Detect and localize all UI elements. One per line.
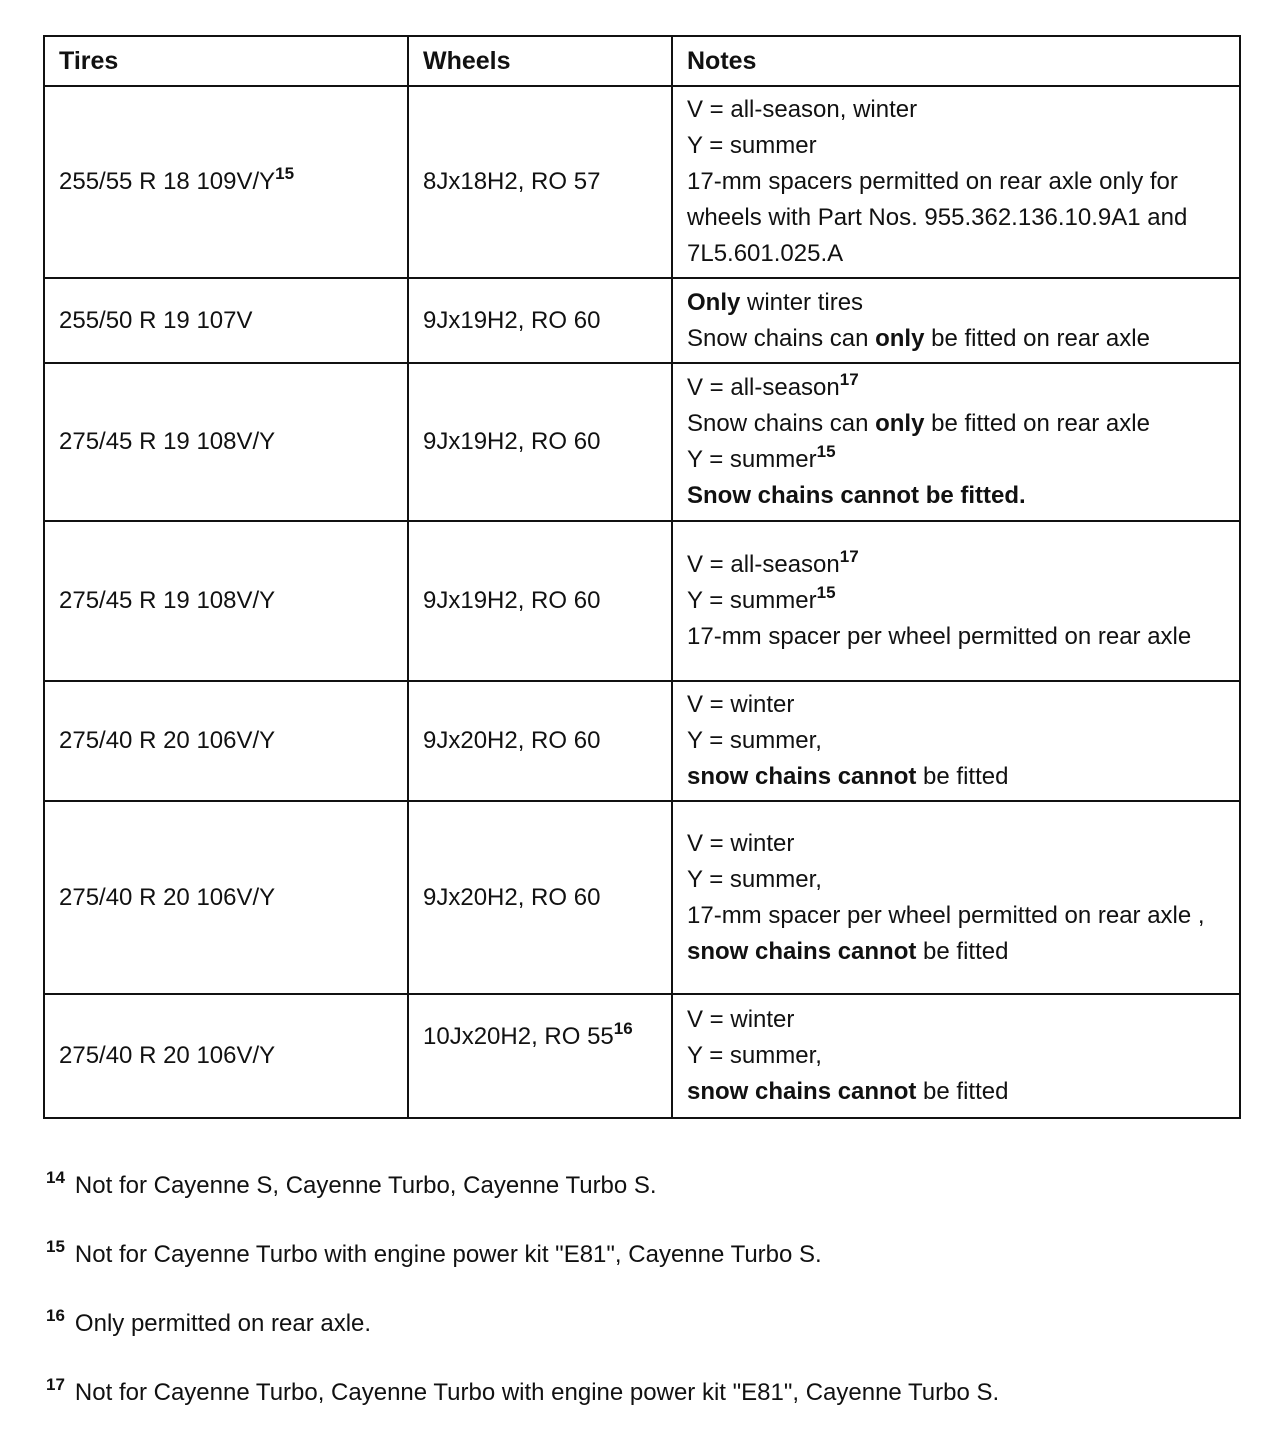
footnote-14: $^{14}$ Not for Cayenne S, Cayenne Turbo, Cayenne Turbo S. (46, 1168, 657, 1199)
footnote-17: $^{17}$ Not for Cayenne Turbo, Cayenne Turbo with engine power kit "E81", Cayenne Turbo S. (46, 1375, 1000, 1406)
footnote-16: $^{16}$ Only permitted on rear axle. (46, 1306, 372, 1337)
table-row (44, 994, 1240, 1118)
tire-cell: 275/40 R 20 106V/Y (44, 681, 408, 801)
notes-cell: Only winter tires Snow chains can only be fitted on rear axle (672, 278, 1240, 363)
footnote-ref: 15 (816, 583, 836, 602)
tire-cell: 255/50 R 19 107V (44, 278, 408, 363)
tire-cell: 275/45 R 19 108V/Y (44, 363, 408, 521)
footnote-ref: 15 (816, 442, 836, 461)
footnote-15: $^{15}$ Not for Cayenne Turbo with engine power kit "E81", Cayenne Turbo S. (46, 1237, 822, 1268)
table-row (44, 363, 1240, 521)
wheel-cell: 9Jx19H2, RO 60 (408, 278, 672, 363)
notes-cell: V = winter Y = summer, 17-mm spacer per wheel permitted on rear axle , snow chains cannot be fitted (672, 801, 1240, 994)
tires-wheels-table (43, 35, 1241, 1119)
notes-cell: V = all-season$^{17}$ Y = summer$^{15}$ 17-mm spacer per wheel permitted on rear axle (672, 521, 1240, 681)
table-row (44, 86, 1240, 278)
header-notes: Notes (672, 36, 1240, 86)
footnote-ref: 17 (839, 547, 859, 566)
tire-cell: 275/40 R 20 106V/Y (44, 994, 408, 1118)
tire-cell: 255/55 R 18 $109V/Y^{15}$ (44, 86, 408, 278)
tire-cell: 275/40 R 20 106V/Y (44, 801, 408, 994)
table-row (44, 521, 1240, 681)
wheel-cell: 9Jx20H2, RO 60 (408, 801, 672, 994)
header-tires: Tires (44, 36, 408, 86)
notes-cell: V = all-season, winter Y = summer 17-mm spacers permitted on rear axle only for wheels with Part Nos. 955.362.136.10.9A1 and 7L5.601.025.A (672, 86, 1240, 278)
table-header-row (44, 36, 1240, 86)
footnotes (46, 1160, 1246, 1436)
wheel-cell: 8Jx18H2, RO 57 (408, 86, 672, 278)
notes-cell: V = all-season$^{17}$ Snow chains can only be fitted on rear axle Y = summer$^{15}$ Snow chains cannot be fitted. (672, 363, 1240, 521)
table-row (44, 801, 1240, 994)
footnote-ref: 17 (839, 370, 859, 389)
wheel-cell: 9Jx19H2, RO 60 (408, 363, 672, 521)
tire-cell: 275/45 R 19 108V/Y (44, 521, 408, 681)
notes-cell: V = winter Y = summer, snow chains cannot be fitted (672, 994, 1240, 1118)
wheel-cell: 9Jx19H2, RO 60 (408, 521, 672, 681)
footnote-ref: 16 (613, 1019, 633, 1038)
header-wheels: Wheels (408, 36, 672, 86)
table-row (44, 681, 1240, 801)
table-row (44, 278, 1240, 363)
footnote-ref: 15 (275, 164, 295, 183)
notes-cell: V = winter Y = summer, snow chains cannot be fitted (672, 681, 1240, 801)
wheel-cell: 10Jx20H2, RO $55^{16}$ (408, 994, 672, 1118)
wheel-cell: 9Jx20H2, RO 60 (408, 681, 672, 801)
